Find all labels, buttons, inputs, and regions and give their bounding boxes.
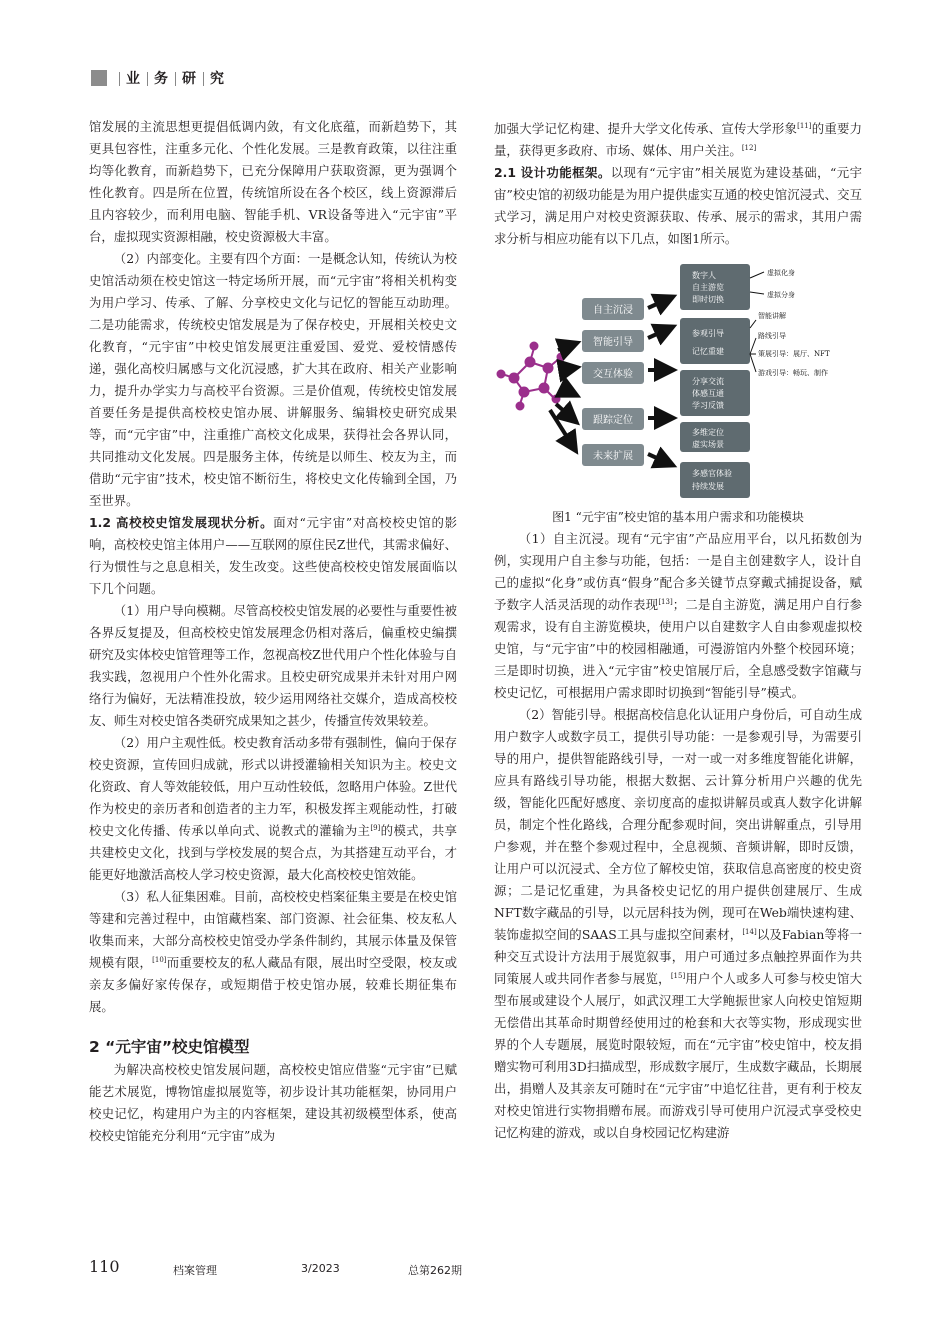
svg-text:虚实场景: 虚实场景 <box>692 440 724 449</box>
section-2-1: 2.1 设计功能框架。以现有“元宇宙”相关展览为建设基础，“元宇宙”校史馆的初级功能是为用户提供虚实互通的校史馆沉浸式、交互式学习，满足用户对校史资源获取、传承、展示的需求，其用户需求分析与相应功能有以下几点，如图1所示。 <box>494 165 862 246</box>
arrow-icon <box>562 368 574 370</box>
arrow-icon <box>648 328 670 338</box>
page-number: 110 <box>89 1257 120 1276</box>
figure-1 <box>494 258 862 502</box>
module-boxes <box>582 298 644 466</box>
svg-text:路线引导: 路线引导 <box>758 332 786 340</box>
svg-text:持续发展: 持续发展 <box>692 482 724 491</box>
running-header <box>91 68 225 88</box>
svg-text:学习反馈: 学习反馈 <box>692 401 724 410</box>
header-square-icon <box>91 70 107 86</box>
module-label: 自主沉浸 <box>593 305 633 316</box>
paragraph: 加强大学记忆构建、提升大学文化传承、宣传大学形象[11]的重要力量，获得更多政府、市场、媒体、用户关注。[12] <box>494 121 863 158</box>
figure-caption: 图1 “元宇宙”校史馆的基本用户需求和功能模块 <box>552 510 804 524</box>
citation: [13] <box>658 597 673 606</box>
citation: [9] <box>370 823 381 832</box>
paragraph: （1）用户导向模糊。尽管高校校史馆发展的必要性与重要性被各界反复提及，但高校校史馆发展理念仍相对落后，偏重校史编撰研究及实体校史馆管理等工作，忽视高校Z世代用户个性化体验与自我实践，忽视用户个性外化需求。且校史研究成果并未针对用户网络行为偏好，无法精准投放，较少运用网络社交媒介，造成高校校友、师生对校史馆各类研究成果知之甚少，传播宣传效果较差。 <box>89 603 457 728</box>
arrow-icon <box>648 298 670 308</box>
issue-number: 3/2023 <box>301 1262 340 1275</box>
svg-text:即时切换: 即时切换 <box>692 295 724 304</box>
section-heading: 2.1 设计功能框架。 <box>494 165 611 180</box>
citation: [10] <box>152 955 167 964</box>
page-footer <box>89 1257 549 1279</box>
function-boxes <box>680 264 750 498</box>
framework-diagram <box>494 258 862 502</box>
svg-text:数字人: 数字人 <box>692 271 716 280</box>
paragraph: （2）用户主观性低。校史教育活动多带有强制性，偏向于保存校史资源，宣传回归成就，形式以讲授灌输相关知识为主。校史文化资政、育人等效能较低，用户互动性较低，忽略用户体验。Z世代作为校史的亲历者和创造者的主力军，积极发挥主观能动性，打破校史文化传播、传承以单向式、说教式的灌输为主[9]的模式，共享共建校史文化，找到与学校发展的契合点，为其搭建互动平台，才能更好地激活高校人学习校史资源，最大化高校校史馆效能。 <box>89 735 458 882</box>
arrow-icon <box>558 344 574 350</box>
svg-text:多维定位: 多维定位 <box>692 428 724 437</box>
svg-text:游戏引导：畅玩、制作: 游戏引导：畅玩、制作 <box>758 369 828 377</box>
svg-text:体感互通: 体感互通 <box>692 389 724 398</box>
svg-text:虚拟化身: 虚拟化身 <box>767 269 795 277</box>
paragraph: （3）私人征集困难。目前，高校校史档案征集主要是在校史馆等建和完善过程中，由馆藏档案、部门资源、社会征集、校友私人收集而来，大部分高校校史馆受办学条件制约，其展示体量及保管规模有限，[10]而重要校友的私人藏品有限，展出时空受限，校友或亲友多偏好家传保存，或短期借于校史馆办展，较难长期征集布展。 <box>89 889 458 1014</box>
paragraph: （1）自主沉浸。现有“元宇宙”产品应用平台，以凡拓数创为例，实现用户自主参与功能，包括：一是自主创建数字人，设计自己的虚拟“化身”或仿真“假身”配合多关键节点穿戴式捕捉设备，赋予数字人活灵活现的动作表现[13]；二是自主游览，满足用户自行参观需求，设有自主游览模块，使用户以自建数字人自由参观虚拟校史馆，与“元宇宙”中的校园相融通，可漫游馆内外整个校园环境；三是即时切换，进入“元宇宙”校史馆展厅后，全息感受数字馆藏与校史记忆，可根据用户需求即时切换到“智能引导”模式。 <box>494 531 863 700</box>
paragraph: 馆发展的主流思想更提倡低调内敛，有文化底蕴，而新趋势下，其更具包容性，注重多元化、个性化发展。三是教育政策，以往注重均等化教育，而新趋势下，已充分保障用户获取资源，更为强调个性化教育。四是所在位置，传统馆所设在各个校区，线上资源滞后且内容较少，而利用电脑、智能手机、VR设备等进入“元宇宙”平台，虚拟现实资源相融，校史资源极大丰富。 <box>89 119 457 244</box>
module-label: 未来扩展 <box>593 451 633 462</box>
paragraph: （2）内部变化。主要有四个方面：一是概念认知，传统认为校史馆活动须在校史馆这一特定场所开展，而“元宇宙”将相关机构变为用户学习、传承、了解、分享校史文化与记忆的智能互动助理。二是功能需求，传统校史馆发展是为了保存校史，开展相关校史文化教育，“元宇宙”中校史馆发展更注重爱国、爱党、爱校情感传递，强化高校归属感与文化沉浸感，扩大其在政府、相关产业影响力，提升办学实力与高校平台资源。三是价值观，传统校史馆发展首要任务是提供高校校史馆办展、讲解服务、编辑校史研究成果等，而“元宇宙”中，注重推广高校文化成果，获得社会各界认同，共同推动文化发展。四是服务主体，传统是以师生、校友为主，而借助“元宇宙”技术，校史馆不断衍生，将校史文化传输到全国，乃至世界。 <box>89 251 457 508</box>
svg-text:智能讲解: 智能讲解 <box>758 312 786 320</box>
svg-text:分享交流: 分享交流 <box>692 377 724 386</box>
paragraph: （2）智能引导。根据高校信息化认证用户身份后，可自动生成用户数字人或数字员工，提供引导功能：一是参观引导，为需要引导的用户，提供智能路线引导，一对一或一对多维度智能化讲解，应具有路线引导功能，根据大数据、云计算分析用户兴趣的优先级，智能化匹配好感度、亲切度高的虚拟讲解员或真人数字化讲解员，制定个性化路线，合理分配参观时间，突出讲解重点，引导用户参观，并在整个参观过程中，全息视频、音频讲解，即时反馈，让用户可以沉浸式、全方位了解校史馆，获取信息高密度的校史资源；二是记忆重建，为具备校史记忆的用户提供创建展厅、生成NFT数字藏品的引导，以元居科技为例，现可在Web端快速构建、装饰虚拟空间的SAAS工具与虚拟空间素材，[14]以及Fabian等将一种交互式设计方法用于展览叙事，用户可通过多点触控界面作为共同策展人或共同作者参与展览，[15]用户个人或多人可参与校史馆大型布展或建设个人展厅，如武汉理工大学鲍振世家人向校史馆短期无偿借出其革命时期曾经使用过的枪套和大衣等实物，形成现实世界的个人专题展，展览时限较短，而在“元宇宙”校史馆中，校友捐赠实物可利用3D扫描成型，形成数字展厅，生成数字藏品，长期展出，捐赠人及其亲友可随时在“元宇宙”中追忆往昔，更有利于校友对校史馆进行实物捐赠布展。而游戏引导可使用户沉浸式享受校史记忆构建的游戏，或以自身校园记忆构建游 <box>494 707 862 1140</box>
svg-text:自主游览: 自主游览 <box>692 283 724 292</box>
citation: [12] <box>741 143 757 152</box>
citation: [14] <box>742 927 757 936</box>
arrow-icon <box>648 454 670 464</box>
svg-text:虚拟分身: 虚拟分身 <box>767 291 795 299</box>
section-label: 业 务 研 究 <box>113 68 225 88</box>
svg-text:多感官体验: 多感官体验 <box>692 469 732 478</box>
total-issue: 总第262期 <box>408 1264 462 1277</box>
svg-text:记忆重建: 记忆重建 <box>692 347 724 356</box>
svg-text:策展引导：展厅、NFT: 策展引导：展厅、NFT <box>758 350 830 358</box>
citation: [15] <box>670 971 686 980</box>
section-heading-2: 2 “元宇宙”校史馆模型 <box>89 1038 250 1056</box>
side-labels <box>750 268 830 377</box>
section-1-2: 1.2 高校校史馆发展现状分析。面对“元宇宙”对高校校史馆的影响，高校校史馆主体用户——互联网的原住民Z世代，其需求偏好、行为惯性与之息息相关，发生改变。这些使高校校史馆发展面临以下几个问题。 <box>89 515 458 596</box>
arrow-icon <box>562 388 574 394</box>
section-heading: 1.2 高校校史馆发展现状分析。 <box>89 515 274 530</box>
citation: [11] <box>797 121 812 130</box>
right-column <box>494 118 862 1144</box>
module-label: 跟踪定位 <box>593 415 633 426</box>
network-molecule-icon <box>497 342 565 410</box>
module-label: 交互体验 <box>593 369 633 380</box>
module-label: 智能引导 <box>593 337 633 348</box>
arrow-icon <box>556 404 574 420</box>
paragraph: 为解决高校校史馆发展问题，高校校史馆应借鉴“元宇宙”已赋能艺术展览，博物馆虚拟展览等，初步设计其功能框架，协同用户校史记忆，构建用户为主的内容框架，建设其初级模型体系，使高校校史馆能充分利用“元宇宙”成为 <box>89 1062 457 1143</box>
svg-text:参观引导: 参观引导 <box>692 329 724 338</box>
left-column <box>89 116 457 1147</box>
journal-name: 档案管理 <box>173 1264 217 1277</box>
